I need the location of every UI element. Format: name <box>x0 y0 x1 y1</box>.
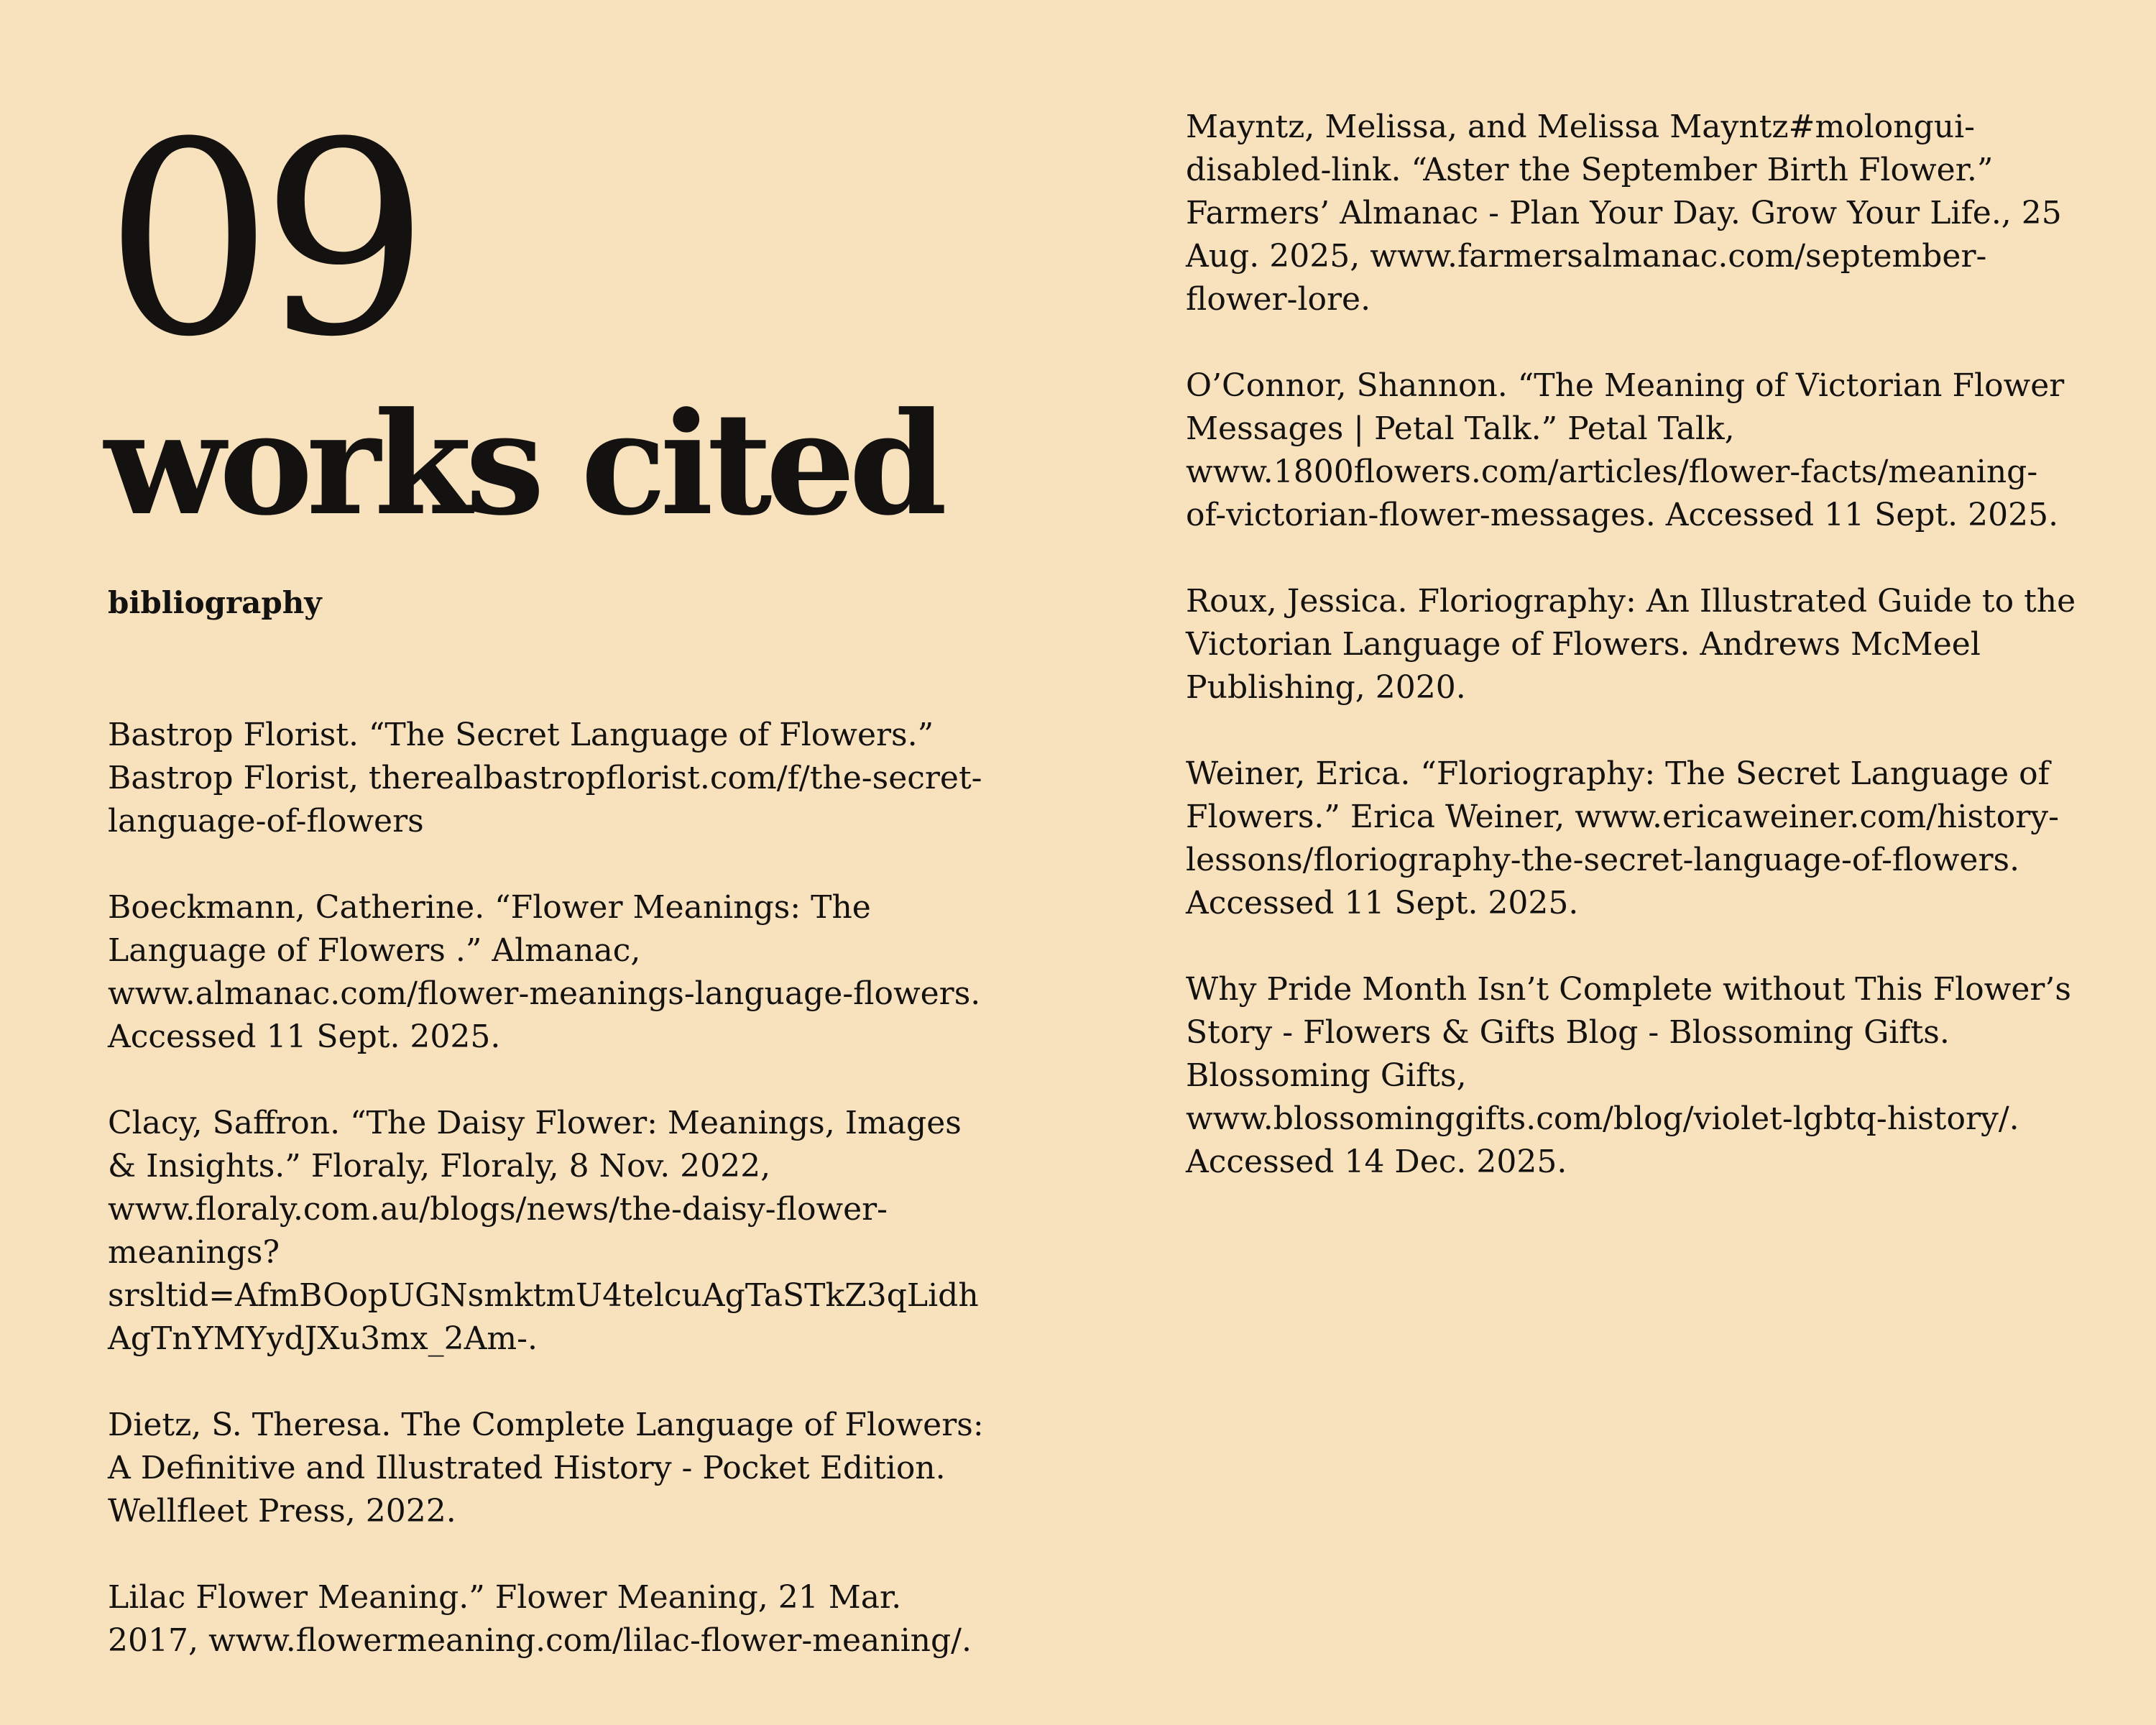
citation-entry: O’Connor, Shannon. “The Meaning of Victorian Flower Messages | Petal Talk.” Petal Talk, www.1800flowers.com/articles/flower-facts/meaning-of-victorian-flower-messages. Accessed 11 Sept. 2025. <box>1186 367 2065 533</box>
citation-entry: Roux, Jessica. Floriography: An Illustrated Guide to the Victorian Language of Flowers. Andrews McMeel Publishing, 2020. <box>1186 583 2076 706</box>
citation-entry: Mayntz, Melissa, and Melissa Mayntz#molongui-disabled-link. “Aster the September Birth Flower.” Farmers’ Almanac - Plan Your Day. Grow Your Life., 25 Aug. 2025, www.farmersalmanac.com/september-flower-lore. <box>1186 109 2062 318</box>
citation-entry: Why Pride Month Isn’t Complete without This Flower’s Story - Flowers & Gifts Blog - Blossoming Gifts. Blossoming Gifts, www.blossominggifts.com/blog/violet-lgbtq-history/. Accessed 14 Dec. 2025. <box>1186 971 2071 1180</box>
citation-entry: Weiner, Erica. “Floriography: The Secret Language of Flowers.” Erica Weiner, www.ericaweiner.com/history-lessons/floriography-the-secret-language-of-flowers. Accessed 11 Sept. 2025. <box>1186 755 2059 921</box>
citation-entry: Clacy, Saffron. “The Daisy Flower: Meanings, Images & Insights.” Floraly, Floraly, 8 Nov. 2022, www.floraly.com.au/blogs/news/the-daisy-flower-meanings?srsltid=AfmBOopUGNsmktmU4telcuAgTaSTkZ3qLidhAgTnYMYydJXu3mx_2Am-. <box>108 1105 979 1357</box>
citation-entry: Lilac Flower Meaning.” Flower Meaning, 21 Mar. 2017, www.flowermeaning.com/lilac-flower-meaning/. <box>108 1579 972 1659</box>
page-title: works cited <box>104 382 941 547</box>
citations-right-column <box>1186 106 2077 1227</box>
citation-entry: Boeckmann, Catherine. “Flower Meanings: The Language of Flowers .” Almanac, www.almanac.com/flower-meanings-language-flowers. Accessed 11 Sept. 2025. <box>108 889 981 1055</box>
citation-entry: Dietz, S. Theresa. The Complete Language of Flowers: A Definitive and Illustrated History - Pocket Edition. Wellfleet Press, 2022. <box>108 1407 984 1530</box>
chapter-number: 09 <box>104 86 417 395</box>
citations-left-column <box>108 714 992 1706</box>
citation-entry: Bastrop Florist. “The Secret Language of Flowers.” Bastrop Florist, therealbastropflorist.com/f/the-secret-language-of-flowers <box>108 717 982 840</box>
section-subtitle: bibliography <box>108 585 322 620</box>
